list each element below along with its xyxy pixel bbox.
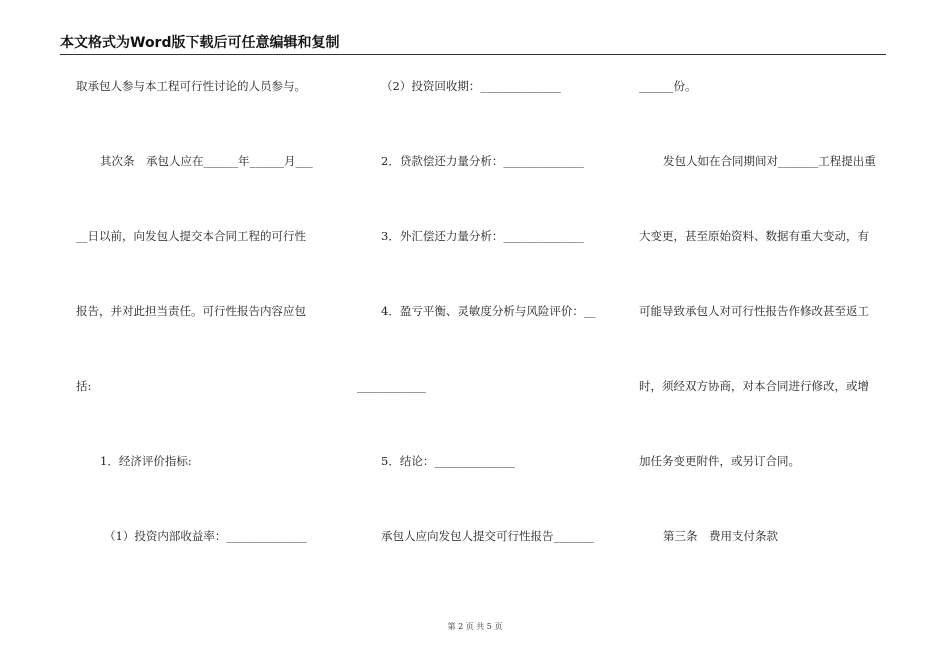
text-line: 2．贷款偿还力量分析：______________ — [381, 154, 584, 168]
text-line: 大变更，甚至原始资料、数据有重大变动，有 — [639, 229, 869, 243]
text-line: ______份。 — [639, 79, 697, 93]
text-line: 其次条 承包人应在______年______月___ — [100, 154, 313, 168]
text-line: 取承包人参与本工程可行性讨论的人员参与。 — [76, 79, 306, 93]
text-line: （2）投资回收期：______________ — [381, 79, 561, 93]
page-number: 第 2 页 共 5 页 — [447, 622, 503, 631]
text-line: 4．盈亏平衡、灵敏度分析与风险评价：__ — [381, 304, 596, 318]
text-line: （1）投资内部收益率：______________ — [104, 529, 307, 543]
text-line: 5．结论：______________ — [381, 454, 515, 468]
text-line: 报告，并对此担当责任。可行性报告内容应包 — [76, 304, 306, 318]
text-line: 1．经济评价指标: — [100, 454, 192, 468]
document-header — [60, 34, 886, 55]
text-line: 时，须经双方协商，对本合同进行修改，或增 — [639, 379, 869, 393]
text-line: 可能导致承包人对可行性报告作修改甚至返工 — [639, 304, 869, 318]
text-line: 发包人如在合同期间对_______工程提出重 — [663, 154, 876, 168]
header-title: 本文格式为Word版下载后可任意编辑和复制 — [60, 35, 340, 51]
text-line: 第三条 费用支付条款 — [663, 529, 778, 543]
text-line: 承包人应向发包人提交可行性报告_______ — [381, 529, 594, 543]
text-line: ____________ — [357, 379, 426, 393]
text-line: 3．外汇偿还力量分析：______________ — [381, 229, 584, 243]
text-line: 加任务变更附件，或另订合同。 — [639, 454, 800, 468]
text-line: __日以前，向发包人提交本合同工程的可行性 — [76, 229, 306, 243]
text-line: 括: — [76, 379, 92, 393]
